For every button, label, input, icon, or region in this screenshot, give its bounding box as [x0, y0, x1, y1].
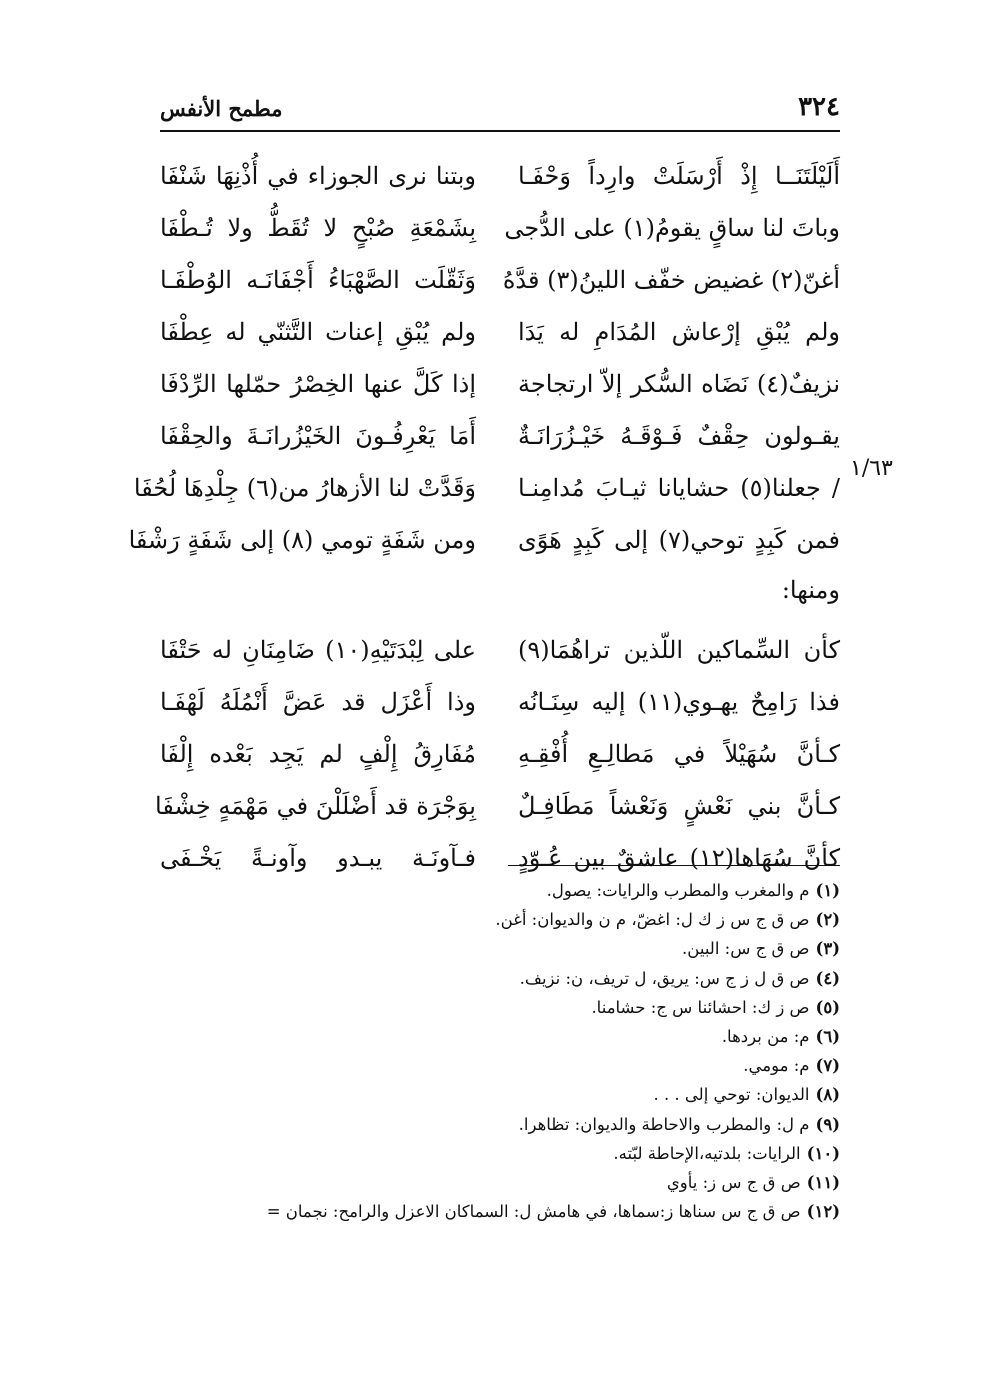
first-hemistich: ولم يُبْقِ إرْعاش المُدَامِ له يَدَا: [518, 318, 840, 346]
footnote-number: (٢): [815, 910, 840, 930]
footnote-text: م ل: والمطرب والاحاطة والديوان: تظاهرا.: [518, 1114, 810, 1134]
second-hemistich: أَمَا يَعْرِفُـونَ الخَيْزُرانَـةَ والحِقْفَا: [160, 422, 476, 450]
running-title: مطمح الأنفس: [160, 96, 283, 121]
footnote-text: م: من بردها.: [721, 1026, 810, 1046]
first-hemistich: فذا رَامِحٌ يهـوي(١١) إليه سِنَـانُه: [518, 688, 840, 716]
first-hemistich: أغنّ(٢) غضيض خفّف اللينُ(٣) قدَّهُ: [502, 266, 840, 294]
second-hemistich: بِوَجْرَة قد أَضْلَلْنَ في مَهْمَهٍ خِشْفَا: [155, 792, 476, 820]
footnote: [150, 1051, 840, 1080]
verse: [160, 410, 840, 462]
first-hemistich: / جعلنا(٥) حشايانا ثيـابَ مُدامِنـا: [518, 474, 840, 502]
footnote-text: الديوان: توحي إلى . . .: [653, 1085, 810, 1105]
verse: [128, 514, 841, 566]
footnote: [150, 1022, 840, 1051]
footnote-number: (١٠): [806, 1143, 840, 1163]
verse: [160, 306, 840, 358]
first-hemistich: يقـولون حِقْفٌ فَـوْقَـهُ خَيْـزُرَانَـةٌ: [518, 422, 840, 450]
footnote: [150, 993, 840, 1022]
section-label: ومنها:: [781, 576, 840, 604]
poem-block-2: [155, 624, 840, 884]
footnote-text: ص ز ك: احشائنا س ج: حشامنا.: [591, 997, 810, 1017]
footnote: [150, 876, 840, 905]
footnote-text: ص ق ل ز ج س: يريق، ل تريف، ن: نزيف.: [519, 968, 810, 988]
footnote-number: (٥): [815, 997, 840, 1017]
footnote-number: (٨): [815, 1085, 840, 1105]
footnote-number: (٣): [815, 939, 840, 959]
footnote: [150, 905, 840, 934]
first-hemistich: فمن كَبِدٍ توحي(٧) إلى كَبِدٍ هَوًى: [518, 526, 841, 554]
second-hemistich: على لِبْدَتَيْهِ(١٠) ضَامِنَانِ له حَتْفَا: [160, 636, 477, 664]
second-hemistich: وذا أَعْزَل قد عَضَّ أَنْمُلَهُ لَهْفَـا: [160, 688, 476, 716]
footnote: [150, 1110, 840, 1139]
footnote-text: م: مومي.: [743, 1056, 810, 1076]
footnote-separator: [508, 865, 840, 866]
footnote-number: (٤): [815, 968, 840, 988]
first-hemistich: كـأنَّ بني نَعْشٍ وَنَعْشاً مَطَافِـلٌ: [518, 792, 840, 820]
verse: [160, 254, 840, 306]
second-hemistich: فـآونَـة يبـدو وآونـةً يَخْـفَى: [160, 844, 476, 872]
footnote-text: ص ق ج س: البين.: [682, 939, 810, 959]
footnote: [150, 934, 840, 963]
second-hemistich: ومن شَفَةٍ تومي (٨) إلى شَفَةٍ رَشْفَا: [128, 526, 476, 554]
first-hemistich: كـأنَّ سُهَيْلاً في مَطالِـعِ أُفْقِـهِ: [518, 740, 840, 768]
footnote-text: ص ق ج س سناها ز:سماها، في هامش ل: السماكان الاعزل والرامح: نجمان =: [266, 1202, 801, 1222]
verse: [160, 202, 840, 254]
verse: [160, 624, 840, 676]
footnote-number: (١٢): [806, 1202, 840, 1222]
first-hemistich: كأنَّ سُهَاها(١٢) عاشقٌ بين عُـوّدٍ: [518, 844, 840, 872]
footnote-text: ص ق ج س ز: يأوي: [666, 1172, 801, 1192]
footnote: [150, 964, 840, 993]
verse: [160, 150, 840, 202]
footnote: [150, 1080, 840, 1109]
second-hemistich: بِشَمْعَةِ صُبْحٍ لا تُقَطُّ ولا تُـطْفَا: [160, 214, 476, 242]
second-hemistich: مُفَارِقُ إِلْفٍ لم يَجِد بَعْده إِلْفَا: [160, 740, 476, 768]
footnote-number: (٧): [815, 1056, 840, 1076]
page-number: ٣٢٤: [798, 92, 840, 122]
footnote-number: (٩): [815, 1114, 840, 1134]
page-header: [160, 92, 840, 132]
first-hemistich: كأن السِّماكين اللّذين تراهُمَا(٩): [518, 636, 840, 664]
first-hemistich: وباتَ لنا ساقٍ يقومُ(١) على الدُّجى: [504, 214, 840, 242]
verse: [160, 676, 840, 728]
verse: [160, 358, 840, 410]
second-hemistich: وَثَقّلَت الصَّهْبَاءُ أَجْفَانَـه الوُطْفَـا: [160, 266, 476, 294]
second-hemistich: إذا كَلَّ عنها الخِصْرُ حمّلها الرِّدْفَا: [160, 370, 476, 398]
verse: [133, 462, 840, 514]
footnote-number: (١١): [806, 1172, 840, 1192]
footnote-text: الرايات: بلدتيه،الإحاطة لبّته.: [613, 1143, 801, 1163]
second-hemistich: وَقَدَّتْ لنا الأزهارُ من(٦) جِلْدِهَا لُحُفَا: [133, 474, 476, 502]
second-hemistich: وبتنا نرى الجوزاء في أُذْنِهَا شَنْفَا: [160, 162, 476, 190]
first-hemistich: نزيفٌ(٤) نَضَاه السُّكر إلاّ ارتجاجة: [518, 370, 840, 398]
footnote-number: (١): [815, 881, 840, 900]
verse: [160, 728, 840, 780]
footnote-text: ص ق ج س ز ك ل: اغضّ، م ن والديوان: أغن.: [495, 910, 810, 930]
verse: [155, 780, 840, 832]
footnote: [150, 1168, 840, 1197]
footnote: [150, 1139, 840, 1168]
poem-block-1: [128, 150, 841, 566]
manuscript-folio-marker: ١/٦٣: [850, 456, 893, 481]
footnote-number: (٦): [815, 1026, 840, 1046]
first-hemistich: أَلَيْلَتَنَــا إِذْ أَرْسَلَتْ وارِداً وَحْفَـا: [518, 162, 840, 190]
footnote-text: م والمغرب والمطرب والرايات: يصول.: [546, 881, 810, 900]
footnote: [150, 1197, 840, 1226]
second-hemistich: ولم يُبْقِ إعنات التَّثنّي له عِطْفَا: [160, 318, 476, 346]
footnotes: [150, 876, 840, 1226]
